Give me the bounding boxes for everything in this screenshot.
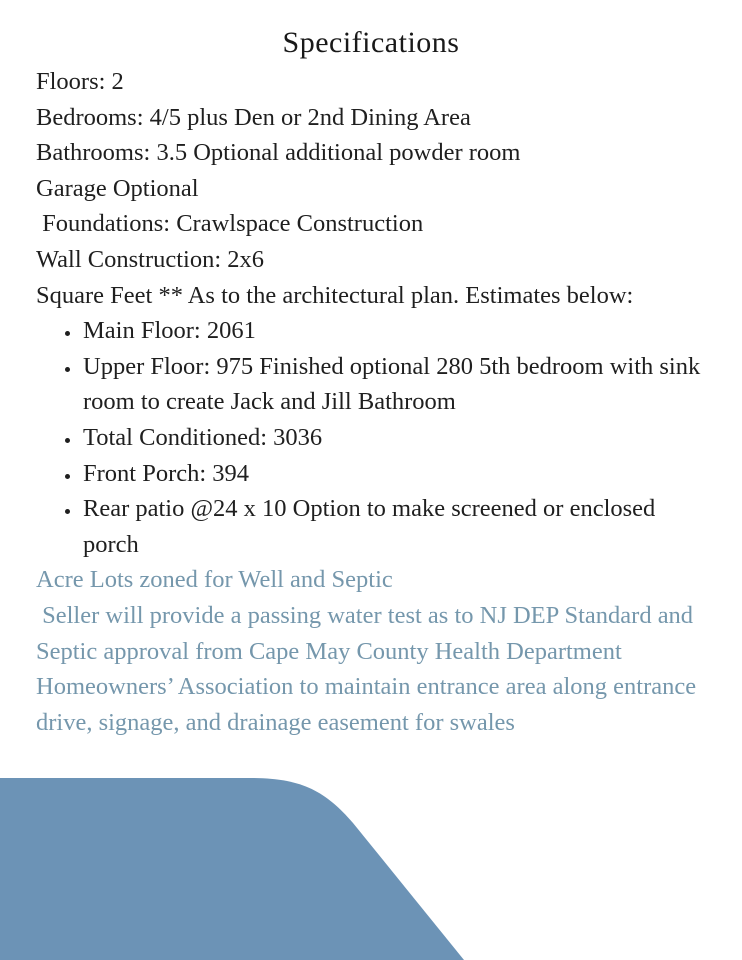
spec-line-foundations: Foundations: Crawlspace Construction [36,210,424,238]
spec-line-bathrooms: Bathrooms: 3.5 Optional additional powder room [36,139,521,167]
page-title: Specifications [282,26,460,59]
spec-content [0,61,742,740]
note-water-test: Seller will provide a passing water test as to NJ DEP Standard and Septic approval from Cape May County Health Department [36,601,700,665]
spec-line-bedrooms: Bedrooms: 4/5 plus Den or 2nd Dining Area [36,103,471,131]
decorative-corner-shape [0,778,742,960]
notes-section [36,562,716,740]
square-feet-bullet-list [36,313,716,562]
bullet-total-conditioned: • Total Conditioned: 3036 [82,420,716,456]
spec-line-floors: Floors: 2 [36,68,124,95]
spec-line-square-feet: Square Feet ** As to the architectural plan. Estimates below: [36,281,634,309]
bullet-front-porch: • Front Porch: 394 [82,456,716,492]
spec-line-wall: Wall Construction: 2x6 [36,245,265,273]
note-acre-lots: Acre Lots zoned for Well and Septic [36,566,393,594]
spec-line-garage: Garage Optional [36,174,199,202]
corner-shape-path [0,778,464,960]
note-hoa: Homeowners’ Association to maintain entrance area along entrance drive, signage, and drainage easement for swales [36,673,703,736]
bullet-upper-floor: • Upper Floor: 975 Finished optional 280 5th bedroom with sink room to create Jack and Jill Bathroom [82,349,716,420]
spec-line-group [36,64,716,313]
bullet-rear-patio: • Rear patio @24 x 10 Option to make screened or enclosed porch [82,491,716,562]
bullet-main-floor: • Main Floor: 2061 [82,313,716,349]
